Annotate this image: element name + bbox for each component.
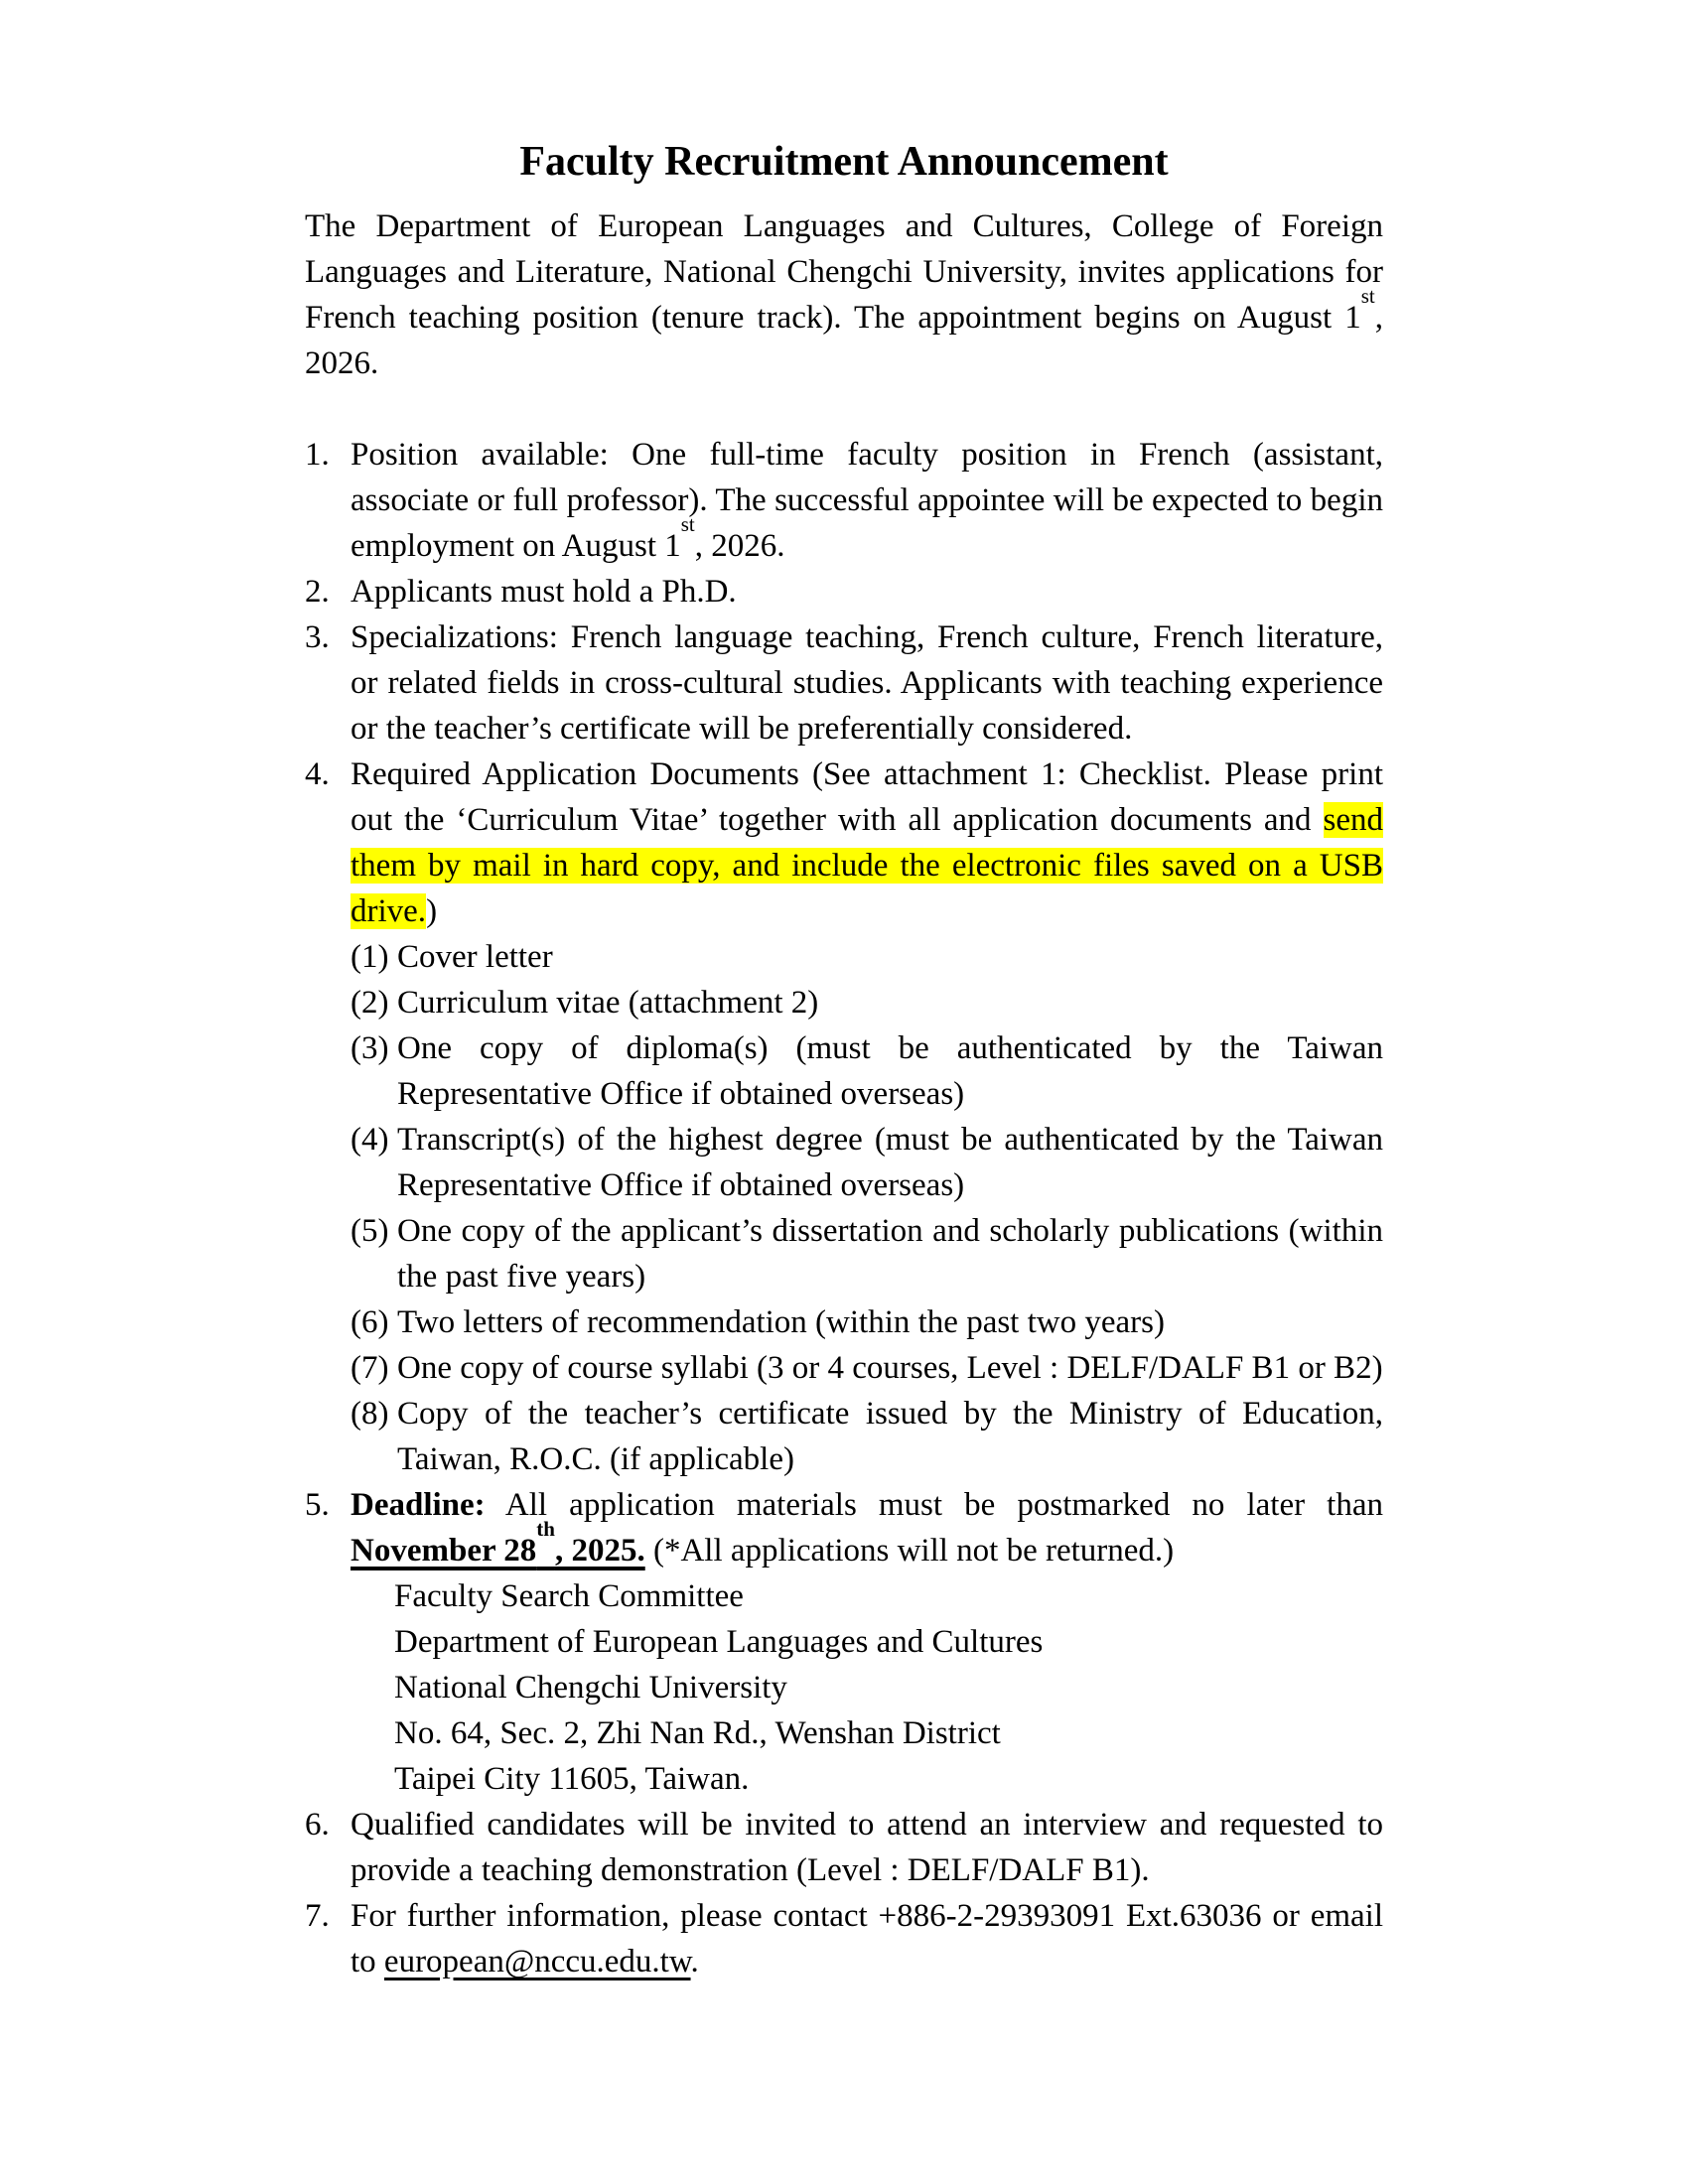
item-number: 4.	[305, 756, 330, 792]
sub-list-item-8	[305, 1391, 1383, 1482]
deadline-date-part2: , 2025.	[554, 1533, 645, 1569]
sub-item-number: (1)	[351, 939, 389, 975]
item-5-text: All application materials must be postmarked no later than	[485, 1487, 1383, 1523]
item-4-text: Required Application Documents (See attachment 1: Checklist. Please print out the ‘Curriculum Vitae’ together with all application documents and	[351, 756, 1383, 838]
item-6-text: Qualified candidates will be invited to attend an interview and requested to provide a teaching demonstration (Level : DELF/DALF B1).	[351, 1807, 1383, 1888]
sub-item-number: (8)	[351, 1396, 389, 1432]
item-number: 2.	[305, 574, 330, 610]
sub-item-text: One copy of course syllabi (3 or 4 courses, Level : DELF/DALF B1 or B2)	[397, 1350, 1383, 1386]
address-line: Department of European Languages and Cultures	[394, 1624, 1044, 1660]
list-item-4	[305, 751, 1383, 934]
item-2-text: Applicants must hold a Ph.D.	[351, 574, 737, 610]
sub-item-text: Two letters of recommendation (within the past two years)	[397, 1304, 1165, 1340]
item-3-text: Specializations: French language teaching, French culture, French literature, or related fields in cross-cultural studies. Applicants with teaching experience or the teacher’s certificate will be preferentially considered.	[351, 619, 1383, 747]
sub-item-text: Cover letter	[397, 939, 553, 975]
item-4-text-end: )	[426, 893, 438, 929]
address-line: Faculty Search Committee	[394, 1578, 744, 1614]
item-number: 7.	[305, 1898, 330, 1934]
sub-item-number: (4)	[351, 1122, 389, 1158]
sub-item-number: (5)	[351, 1213, 389, 1249]
item-number: 5.	[305, 1487, 330, 1523]
deadline-date-part1: November 28	[351, 1533, 537, 1569]
superscript-st: st	[680, 512, 695, 536]
sub-item-text: One copy of the applicant’s dissertation and scholarly publications (within the past five years)	[397, 1213, 1383, 1295]
sub-list-item-4	[305, 1117, 1383, 1208]
sub-item-text: Curriculum vitae (attachment 2)	[397, 985, 819, 1021]
sub-item-number: (7)	[351, 1350, 389, 1386]
sub-item-text: One copy of diploma(s) (must be authenticated by the Taiwan Representative Office if obtained overseas)	[397, 1030, 1383, 1112]
address-line: National Chengchi University	[394, 1670, 787, 1706]
list-item-2	[305, 569, 1383, 614]
email-link[interactable]: european@nccu.edu.tw	[383, 1944, 691, 1979]
sub-item-text: Transcript(s) of the highest degree (must be authenticated by the Taiwan Representative Office if obtained overseas)	[397, 1122, 1383, 1203]
item-1-text-end: , 2026.	[694, 528, 785, 564]
address-line: No. 64, Sec. 2, Zhi Nan Rd., Wenshan District	[394, 1715, 1001, 1751]
item-number: 6.	[305, 1807, 330, 1843]
item-1-text: Position available: One full-time faculty position in French (assistant, associate or full professor). The successful appointee will be expected to begin employment on August 1	[351, 437, 1383, 564]
sub-item-number: (6)	[351, 1304, 389, 1340]
sub-item-text: Copy of the teacher’s certificate issued by the Ministry of Education, Taiwan, R.O.C. (if applicable)	[397, 1396, 1383, 1477]
sub-list-item-5	[305, 1208, 1383, 1299]
list-item-5	[305, 1482, 1383, 1573]
item-number: 1.	[305, 437, 330, 473]
sub-list-item-7	[305, 1345, 1383, 1391]
intro-text: The Department of European Languages and Cultures, College of Foreign Languages and Literature, National Chengchi University, invites applications for French teaching position (tenure track). The appointment begins on August 1	[305, 208, 1383, 336]
paragraph-spacer	[305, 386, 1383, 432]
superscript-st: st	[1360, 284, 1375, 308]
sub-list-item-2	[305, 980, 1383, 1025]
list-item-6	[305, 1802, 1383, 1893]
sub-list-item-3	[305, 1025, 1383, 1117]
list-item-3	[305, 614, 1383, 751]
document-page	[305, 135, 1383, 1984]
item-7-text: For further information, please contact +886-2-29393091 Ext.63036 or email to	[351, 1898, 1383, 1979]
deadline-label: Deadline:	[351, 1487, 486, 1523]
item-number: 3.	[305, 619, 330, 655]
sub-list-item-6	[305, 1299, 1383, 1345]
sub-list-item-1	[305, 934, 1383, 980]
list-item-7	[305, 1893, 1383, 1984]
list-item-1	[305, 432, 1383, 569]
address-block	[305, 1573, 1383, 1802]
item-7-text-end: .	[690, 1944, 699, 1979]
sub-item-number: (2)	[351, 985, 389, 1021]
highlighted-text: send them by mail in hard copy, and include the electronic files saved on a USB drive.	[351, 802, 1383, 929]
item-5-text-end: (*All applications will not be returned.)	[644, 1533, 1175, 1569]
deadline-date	[351, 1517, 645, 1569]
doc-title: Faculty Recruitment Announcement	[519, 139, 1169, 185]
sub-item-number: (3)	[351, 1030, 389, 1066]
intro-text-end: , 2026.	[305, 300, 1383, 381]
intro-paragraph	[305, 204, 1383, 386]
superscript-th: th	[536, 1517, 555, 1541]
address-line: Taipei City 11605, Taiwan.	[394, 1761, 750, 1797]
